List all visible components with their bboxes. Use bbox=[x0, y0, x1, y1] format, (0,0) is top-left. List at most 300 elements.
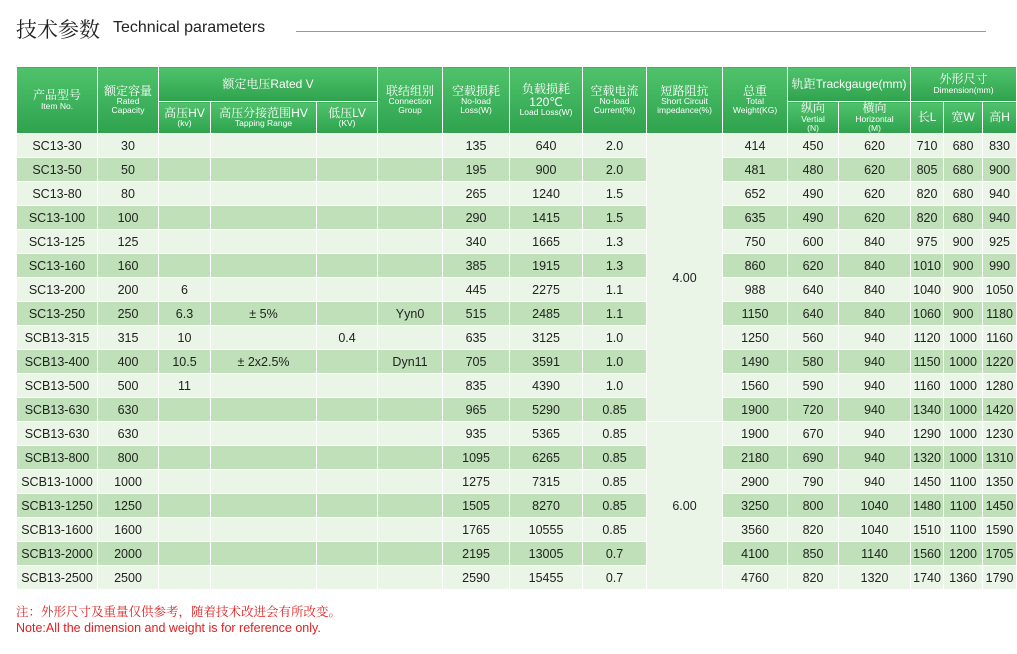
cell-width: 1200 bbox=[944, 542, 983, 566]
cell-vertical: 690 bbox=[788, 446, 839, 470]
cell-horizontal: 940 bbox=[839, 374, 911, 398]
cell-vertical: 490 bbox=[788, 206, 839, 230]
cell-connection-group: Yyn0 bbox=[378, 302, 443, 326]
cell-length: 1450 bbox=[911, 470, 944, 494]
cell-width: 1000 bbox=[944, 374, 983, 398]
cell-length: 1480 bbox=[911, 494, 944, 518]
cell-length: 1010 bbox=[911, 254, 944, 278]
header-horizontal: 横向 Horizontal (M) bbox=[839, 102, 911, 134]
cell-noload-loss: 635 bbox=[443, 326, 510, 350]
cell-rated-capacity: 50 bbox=[98, 158, 159, 182]
cell-length: 820 bbox=[911, 182, 944, 206]
cell-connection-group bbox=[378, 254, 443, 278]
cell-horizontal: 940 bbox=[839, 446, 911, 470]
cell-impedance-group-a: 4.00 bbox=[647, 134, 723, 422]
cell-tapping-range bbox=[211, 326, 317, 350]
cell-length: 805 bbox=[911, 158, 944, 182]
cell-length: 1290 bbox=[911, 422, 944, 446]
header-noload-current: 空载电流 No-load Current(%) bbox=[583, 67, 647, 134]
cell-lv: 0.4 bbox=[317, 326, 378, 350]
cell-noload-loss: 2195 bbox=[443, 542, 510, 566]
cell-rated-capacity: 800 bbox=[98, 446, 159, 470]
cell-connection-group bbox=[378, 518, 443, 542]
cell-height: 830 bbox=[983, 134, 1017, 158]
cell-noload-loss: 965 bbox=[443, 398, 510, 422]
cell-total-weight: 414 bbox=[723, 134, 788, 158]
cell-width: 1000 bbox=[944, 422, 983, 446]
cell-horizontal: 840 bbox=[839, 254, 911, 278]
cell-height: 1280 bbox=[983, 374, 1017, 398]
cell-tapping-range bbox=[211, 566, 317, 590]
cell-hv: 6 bbox=[159, 278, 211, 302]
cell-rated-capacity: 80 bbox=[98, 182, 159, 206]
cell-total-weight: 988 bbox=[723, 278, 788, 302]
cell-rated-capacity: 160 bbox=[98, 254, 159, 278]
cell-total-weight: 1490 bbox=[723, 350, 788, 374]
cell-width: 680 bbox=[944, 182, 983, 206]
cell-item-no: SCB13-630 bbox=[17, 422, 98, 446]
table-row bbox=[17, 446, 1017, 470]
cell-height: 1590 bbox=[983, 518, 1017, 542]
cell-hv: 10 bbox=[159, 326, 211, 350]
cell-load-loss: 4390 bbox=[510, 374, 583, 398]
cell-total-weight: 1560 bbox=[723, 374, 788, 398]
header-hv: 高压HV (kv) bbox=[159, 102, 211, 134]
cell-width: 1000 bbox=[944, 326, 983, 350]
cell-load-loss: 1240 bbox=[510, 182, 583, 206]
cell-hv bbox=[159, 494, 211, 518]
cell-horizontal: 940 bbox=[839, 326, 911, 350]
cell-hv bbox=[159, 446, 211, 470]
cell-vertical: 580 bbox=[788, 350, 839, 374]
cell-noload-loss: 1095 bbox=[443, 446, 510, 470]
cell-noload-current: 0.85 bbox=[583, 494, 647, 518]
cell-rated-capacity: 630 bbox=[98, 398, 159, 422]
cell-load-loss: 6265 bbox=[510, 446, 583, 470]
cell-load-loss: 1665 bbox=[510, 230, 583, 254]
cell-noload-current: 1.3 bbox=[583, 254, 647, 278]
cell-tapping-range bbox=[211, 542, 317, 566]
table-row bbox=[17, 230, 1017, 254]
header-length: 长L bbox=[911, 102, 944, 134]
cell-rated-capacity: 500 bbox=[98, 374, 159, 398]
header-width: 宽W bbox=[944, 102, 983, 134]
cell-total-weight: 750 bbox=[723, 230, 788, 254]
cell-horizontal: 620 bbox=[839, 134, 911, 158]
cell-horizontal: 840 bbox=[839, 230, 911, 254]
cell-length: 1040 bbox=[911, 278, 944, 302]
cell-connection-group bbox=[378, 230, 443, 254]
cell-item-no: SCB13-500 bbox=[17, 374, 98, 398]
cell-total-weight: 1900 bbox=[723, 422, 788, 446]
cell-vertical: 820 bbox=[788, 566, 839, 590]
cell-hv bbox=[159, 566, 211, 590]
cell-length: 1740 bbox=[911, 566, 944, 590]
cell-noload-loss: 835 bbox=[443, 374, 510, 398]
table-row bbox=[17, 182, 1017, 206]
cell-width: 1000 bbox=[944, 398, 983, 422]
cell-total-weight: 860 bbox=[723, 254, 788, 278]
cell-noload-loss: 1505 bbox=[443, 494, 510, 518]
cell-connection-group bbox=[378, 566, 443, 590]
cell-length: 1160 bbox=[911, 374, 944, 398]
cell-horizontal: 840 bbox=[839, 278, 911, 302]
header-total-weight: 总重 Total Weight(KG) bbox=[723, 67, 788, 134]
cell-vertical: 600 bbox=[788, 230, 839, 254]
cell-vertical: 590 bbox=[788, 374, 839, 398]
cell-vertical: 640 bbox=[788, 302, 839, 326]
table-row bbox=[17, 350, 1017, 374]
cell-noload-current: 0.85 bbox=[583, 446, 647, 470]
cell-rated-capacity: 315 bbox=[98, 326, 159, 350]
cell-horizontal: 1140 bbox=[839, 542, 911, 566]
cell-rated-capacity: 1600 bbox=[98, 518, 159, 542]
cell-connection-group bbox=[378, 446, 443, 470]
cell-rated-capacity: 1250 bbox=[98, 494, 159, 518]
cell-tapping-range bbox=[211, 494, 317, 518]
cell-rated-capacity: 2000 bbox=[98, 542, 159, 566]
cell-connection-group: Dyn11 bbox=[378, 350, 443, 374]
cell-hv bbox=[159, 422, 211, 446]
cell-width: 1360 bbox=[944, 566, 983, 590]
cell-hv bbox=[159, 158, 211, 182]
cell-total-weight: 1150 bbox=[723, 302, 788, 326]
cell-connection-group bbox=[378, 542, 443, 566]
cell-hv bbox=[159, 254, 211, 278]
header-height: 高H bbox=[983, 102, 1017, 134]
cell-length: 1150 bbox=[911, 350, 944, 374]
cell-width: 680 bbox=[944, 206, 983, 230]
cell-vertical: 620 bbox=[788, 254, 839, 278]
cell-lv bbox=[317, 182, 378, 206]
note-en: Note:All the dimension and weight is for reference only. bbox=[16, 621, 321, 635]
cell-horizontal: 1320 bbox=[839, 566, 911, 590]
cell-total-weight: 635 bbox=[723, 206, 788, 230]
cell-noload-current: 0.85 bbox=[583, 518, 647, 542]
cell-lv bbox=[317, 134, 378, 158]
cell-noload-current: 1.1 bbox=[583, 278, 647, 302]
table-row bbox=[17, 422, 1017, 446]
cell-noload-current: 1.1 bbox=[583, 302, 647, 326]
cell-noload-loss: 340 bbox=[443, 230, 510, 254]
cell-total-weight: 4760 bbox=[723, 566, 788, 590]
header-noload-loss: 空载损耗 No-load Loss(W) bbox=[443, 67, 510, 134]
cell-hv: 10.5 bbox=[159, 350, 211, 374]
table-row bbox=[17, 398, 1017, 422]
cell-lv bbox=[317, 206, 378, 230]
cell-connection-group bbox=[378, 134, 443, 158]
cell-load-loss: 8270 bbox=[510, 494, 583, 518]
cell-load-loss: 5290 bbox=[510, 398, 583, 422]
cell-length: 1320 bbox=[911, 446, 944, 470]
cell-hv bbox=[159, 230, 211, 254]
title-divider bbox=[296, 31, 986, 32]
cell-horizontal: 840 bbox=[839, 302, 911, 326]
cell-total-weight: 2900 bbox=[723, 470, 788, 494]
cell-height: 1450 bbox=[983, 494, 1017, 518]
cell-width: 1100 bbox=[944, 470, 983, 494]
table-row bbox=[17, 494, 1017, 518]
cell-lv bbox=[317, 278, 378, 302]
cell-total-weight: 4100 bbox=[723, 542, 788, 566]
cell-vertical: 450 bbox=[788, 134, 839, 158]
cell-height: 1230 bbox=[983, 422, 1017, 446]
cell-lv bbox=[317, 494, 378, 518]
cell-width: 1100 bbox=[944, 518, 983, 542]
cell-noload-current: 1.5 bbox=[583, 206, 647, 230]
cell-item-no: SC13-125 bbox=[17, 230, 98, 254]
cell-noload-loss: 385 bbox=[443, 254, 510, 278]
cell-noload-loss: 705 bbox=[443, 350, 510, 374]
cell-lv bbox=[317, 470, 378, 494]
cell-lv bbox=[317, 158, 378, 182]
cell-impedance-group-b: 6.00 bbox=[647, 422, 723, 590]
cell-load-loss: 7315 bbox=[510, 470, 583, 494]
cell-hv bbox=[159, 542, 211, 566]
cell-width: 900 bbox=[944, 230, 983, 254]
cell-noload-current: 0.85 bbox=[583, 470, 647, 494]
cell-load-loss: 5365 bbox=[510, 422, 583, 446]
page-title-cn: 技术参数 bbox=[16, 19, 100, 42]
cell-width: 900 bbox=[944, 278, 983, 302]
header-impedance: 短路阻抗 Short Circuit impedance(%) bbox=[647, 67, 723, 134]
cell-hv bbox=[159, 398, 211, 422]
cell-horizontal: 940 bbox=[839, 470, 911, 494]
cell-item-no: SC13-50 bbox=[17, 158, 98, 182]
cell-width: 680 bbox=[944, 158, 983, 182]
cell-noload-loss: 195 bbox=[443, 158, 510, 182]
cell-lv bbox=[317, 230, 378, 254]
cell-height: 1050 bbox=[983, 278, 1017, 302]
cell-length: 710 bbox=[911, 134, 944, 158]
cell-vertical: 850 bbox=[788, 542, 839, 566]
cell-total-weight: 3250 bbox=[723, 494, 788, 518]
cell-tapping-range bbox=[211, 206, 317, 230]
header-connection-group: 联结组别 Connection Group bbox=[378, 67, 443, 134]
cell-total-weight: 1900 bbox=[723, 398, 788, 422]
cell-length: 1340 bbox=[911, 398, 944, 422]
technical-parameters-table bbox=[16, 66, 1017, 590]
cell-item-no: SCB13-400 bbox=[17, 350, 98, 374]
cell-rated-capacity: 400 bbox=[98, 350, 159, 374]
cell-horizontal: 620 bbox=[839, 158, 911, 182]
cell-noload-loss: 265 bbox=[443, 182, 510, 206]
cell-rated-capacity: 200 bbox=[98, 278, 159, 302]
cell-lv bbox=[317, 422, 378, 446]
cell-hv bbox=[159, 518, 211, 542]
cell-total-weight: 1250 bbox=[723, 326, 788, 350]
cell-tapping-range bbox=[211, 422, 317, 446]
cell-noload-loss: 2590 bbox=[443, 566, 510, 590]
cell-noload-loss: 1275 bbox=[443, 470, 510, 494]
cell-item-no: SC13-80 bbox=[17, 182, 98, 206]
cell-rated-capacity: 1000 bbox=[98, 470, 159, 494]
cell-length: 1560 bbox=[911, 542, 944, 566]
cell-item-no: SC13-200 bbox=[17, 278, 98, 302]
cell-tapping-range bbox=[211, 374, 317, 398]
cell-height: 940 bbox=[983, 182, 1017, 206]
cell-width: 1000 bbox=[944, 350, 983, 374]
cell-noload-loss: 445 bbox=[443, 278, 510, 302]
table-row bbox=[17, 158, 1017, 182]
cell-vertical: 560 bbox=[788, 326, 839, 350]
cell-vertical: 820 bbox=[788, 518, 839, 542]
cell-tapping-range bbox=[211, 518, 317, 542]
cell-connection-group bbox=[378, 326, 443, 350]
cell-connection-group bbox=[378, 158, 443, 182]
cell-height: 1705 bbox=[983, 542, 1017, 566]
cell-load-loss: 2485 bbox=[510, 302, 583, 326]
header-rated-voltage: 额定电压Rated V bbox=[159, 67, 378, 102]
cell-vertical: 800 bbox=[788, 494, 839, 518]
cell-item-no: SCB13-2500 bbox=[17, 566, 98, 590]
table-row bbox=[17, 278, 1017, 302]
cell-height: 1310 bbox=[983, 446, 1017, 470]
cell-rated-capacity: 100 bbox=[98, 206, 159, 230]
cell-tapping-range bbox=[211, 134, 317, 158]
table-row bbox=[17, 542, 1017, 566]
cell-tapping-range bbox=[211, 158, 317, 182]
cell-vertical: 670 bbox=[788, 422, 839, 446]
cell-item-no: SCB13-1000 bbox=[17, 470, 98, 494]
cell-load-loss: 2275 bbox=[510, 278, 583, 302]
cell-load-loss: 900 bbox=[510, 158, 583, 182]
cell-noload-loss: 290 bbox=[443, 206, 510, 230]
cell-load-loss: 1915 bbox=[510, 254, 583, 278]
cell-length: 1060 bbox=[911, 302, 944, 326]
table-row bbox=[17, 374, 1017, 398]
header-item-no: 产品型号 Item No. bbox=[17, 67, 98, 134]
cell-vertical: 640 bbox=[788, 278, 839, 302]
cell-connection-group bbox=[378, 494, 443, 518]
cell-load-loss: 3125 bbox=[510, 326, 583, 350]
cell-rated-capacity: 125 bbox=[98, 230, 159, 254]
cell-vertical: 490 bbox=[788, 182, 839, 206]
cell-lv bbox=[317, 374, 378, 398]
cell-item-no: SCB13-630 bbox=[17, 398, 98, 422]
cell-connection-group bbox=[378, 278, 443, 302]
cell-noload-current: 1.0 bbox=[583, 350, 647, 374]
cell-noload-loss: 515 bbox=[443, 302, 510, 326]
cell-rated-capacity: 250 bbox=[98, 302, 159, 326]
cell-length: 1120 bbox=[911, 326, 944, 350]
cell-tapping-range: ± 2x2.5% bbox=[211, 350, 317, 374]
page-title-en: Technical parameters bbox=[113, 19, 266, 36]
cell-hv bbox=[159, 182, 211, 206]
cell-noload-current: 0.7 bbox=[583, 542, 647, 566]
table-row bbox=[17, 518, 1017, 542]
cell-hv bbox=[159, 134, 211, 158]
cell-noload-loss: 135 bbox=[443, 134, 510, 158]
cell-length: 975 bbox=[911, 230, 944, 254]
cell-hv bbox=[159, 470, 211, 494]
cell-height: 900 bbox=[983, 158, 1017, 182]
cell-noload-current: 1.0 bbox=[583, 326, 647, 350]
header-rated-capacity: 额定容量 Rated Capacity bbox=[98, 67, 159, 134]
cell-length: 1510 bbox=[911, 518, 944, 542]
header-dimension: 外形尺寸 Dimension(mm) bbox=[911, 67, 1017, 102]
cell-item-no: SC13-250 bbox=[17, 302, 98, 326]
cell-total-weight: 3560 bbox=[723, 518, 788, 542]
cell-noload-current: 2.0 bbox=[583, 158, 647, 182]
cell-horizontal: 940 bbox=[839, 398, 911, 422]
cell-connection-group bbox=[378, 398, 443, 422]
cell-total-weight: 481 bbox=[723, 158, 788, 182]
cell-height: 940 bbox=[983, 206, 1017, 230]
cell-load-loss: 640 bbox=[510, 134, 583, 158]
cell-height: 925 bbox=[983, 230, 1017, 254]
cell-load-loss: 10555 bbox=[510, 518, 583, 542]
cell-rated-capacity: 630 bbox=[98, 422, 159, 446]
table-row bbox=[17, 254, 1017, 278]
cell-item-no: SCB13-800 bbox=[17, 446, 98, 470]
cell-lv bbox=[317, 446, 378, 470]
cell-total-weight: 652 bbox=[723, 182, 788, 206]
cell-tapping-range bbox=[211, 470, 317, 494]
cell-horizontal: 940 bbox=[839, 350, 911, 374]
cell-load-loss: 15455 bbox=[510, 566, 583, 590]
cell-item-no: SCB13-1250 bbox=[17, 494, 98, 518]
cell-horizontal: 1040 bbox=[839, 518, 911, 542]
cell-tapping-range bbox=[211, 230, 317, 254]
cell-rated-capacity: 30 bbox=[98, 134, 159, 158]
cell-item-no: SCB13-1600 bbox=[17, 518, 98, 542]
cell-lv bbox=[317, 518, 378, 542]
cell-noload-current: 0.85 bbox=[583, 422, 647, 446]
cell-item-no: SCB13-2000 bbox=[17, 542, 98, 566]
header-lv: 低压LV (KV) bbox=[317, 102, 378, 134]
cell-connection-group bbox=[378, 374, 443, 398]
cell-tapping-range bbox=[211, 254, 317, 278]
cell-connection-group bbox=[378, 470, 443, 494]
cell-lv bbox=[317, 302, 378, 326]
cell-connection-group bbox=[378, 422, 443, 446]
cell-lv bbox=[317, 254, 378, 278]
cell-vertical: 790 bbox=[788, 470, 839, 494]
table-row bbox=[17, 134, 1017, 158]
table-row bbox=[17, 206, 1017, 230]
cell-height: 1180 bbox=[983, 302, 1017, 326]
cell-height: 1350 bbox=[983, 470, 1017, 494]
cell-tapping-range bbox=[211, 398, 317, 422]
cell-item-no: SC13-30 bbox=[17, 134, 98, 158]
cell-height: 1220 bbox=[983, 350, 1017, 374]
cell-width: 900 bbox=[944, 302, 983, 326]
cell-noload-current: 1.0 bbox=[583, 374, 647, 398]
header-trackgauge: 轨距Trackgauge(mm) bbox=[788, 67, 911, 102]
cell-item-no: SC13-100 bbox=[17, 206, 98, 230]
cell-tapping-range: ± 5% bbox=[211, 302, 317, 326]
cell-horizontal: 620 bbox=[839, 206, 911, 230]
cell-lv bbox=[317, 398, 378, 422]
cell-horizontal: 940 bbox=[839, 422, 911, 446]
cell-height: 1160 bbox=[983, 326, 1017, 350]
table-body bbox=[17, 134, 1017, 590]
cell-load-loss: 1415 bbox=[510, 206, 583, 230]
cell-lv bbox=[317, 542, 378, 566]
table-row bbox=[17, 302, 1017, 326]
cell-rated-capacity: 2500 bbox=[98, 566, 159, 590]
cell-noload-current: 1.5 bbox=[583, 182, 647, 206]
cell-hv: 6.3 bbox=[159, 302, 211, 326]
cell-height: 1420 bbox=[983, 398, 1017, 422]
cell-height: 990 bbox=[983, 254, 1017, 278]
cell-width: 1000 bbox=[944, 446, 983, 470]
cell-total-weight: 2180 bbox=[723, 446, 788, 470]
cell-noload-current: 0.7 bbox=[583, 566, 647, 590]
table-row bbox=[17, 326, 1017, 350]
cell-width: 1100 bbox=[944, 494, 983, 518]
